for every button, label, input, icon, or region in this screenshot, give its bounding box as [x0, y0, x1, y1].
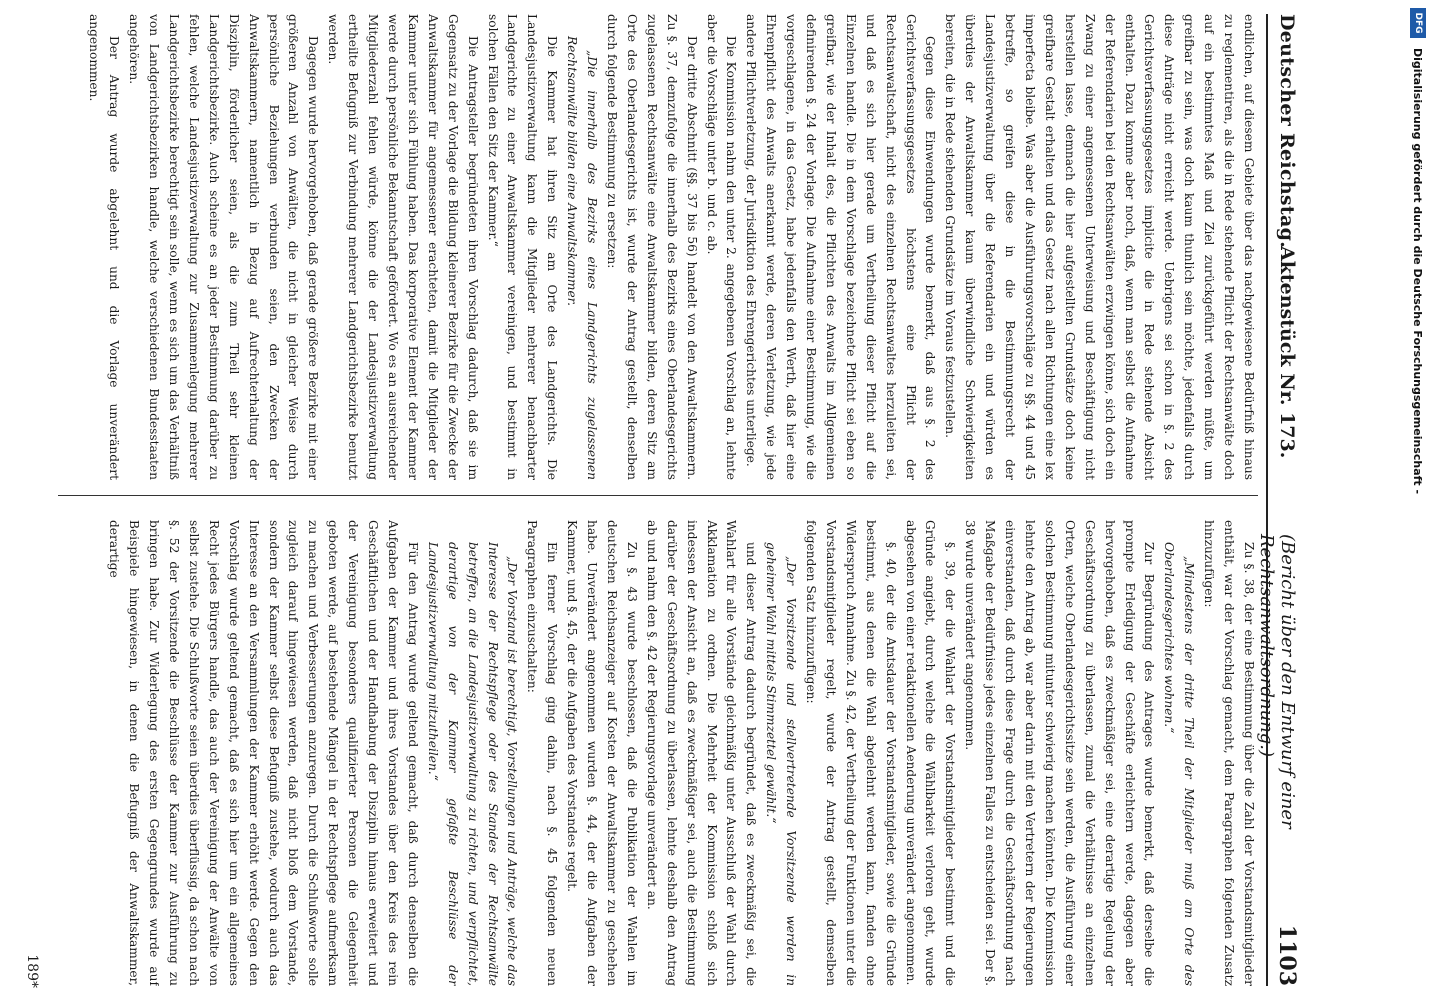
dfg-logo: DFG: [1410, 8, 1426, 38]
digitization-credit: [1398, 8, 1432, 993]
paragraph: Der Antrag wurde abgelehnt und die Vorlage unverändert angenommen.: [87, 14, 122, 480]
paragraph: endlichen, auf diesem Gebiete über das nachgewiesene Bedürfniß hinaus zu reglementiren, als die in Rede stehende Pflicht der Rechtsanwälte doch auf ein bestimmtes Maß und Ziel zurückgeführt werden müßte, um greifbar zu sein, was doch kaum thunlich sein möchte, jedenfalls durch diese Anträge nicht erreicht werde. Uebrigens sei schon in §. 2 des Gerichtsverfassungsgesetzes implicite die in Rede stehende Absicht enthalten. Dazu komme aber noch, daß, wenn man selbst die Aufnahme der Referendarien bei den Rechtsanwälten erzwingen könne, sich doch ein Zwang zu einer angemessenen Unterweisung und Beschäftigung nicht herstellen lasse, demnach die hier aufgestellten Grundsätze doch keine greifbare Gestalt erhalten und das Gesetz nach allen Richtungen eine lex imperfecta bleibe. Was aber die Ausführungsvorschläge zu §§. 44 und 45 betreffe, so greifen diese in die Bestimmungsrecht der Landesjustizverwaltung über die Referendarien ein und würden es überdies der Anwaltskammer kaum überwindliche Schwierigkeiten bereiten, die in Rede stehenden Grundsätze im Voraus festzustellen.: [943, 14, 1256, 480]
paragraph: und dieser Antrag dadurch begründet, daß es zweckmäßig sei, die Wahlart für alle Vorstände gleichmäßig unter Ausschluß der Wahl durch Akklamation zu ordnen. Die Mehrheit der Kommission schloß sich indessen der Ansicht an, daß es zweckmäßiger sei, auch die Bestimmung darüber der Geschäftsordnung zu überlassen, lehnte deshalb den Antrag ab und nahm den §. 42 der Regierungsvorlage unverändert an.: [644, 520, 759, 986]
page-number: 1103: [1274, 924, 1300, 986]
paragraph: §. 39, der die Wahlart der Vorstandsmitglieder bestimmt und die Gründe angiebt, durch welche die Wählbarkeit verloren geht, wurde abgesehen von einer redaktionellen Aenderung unverändert angenommen.: [903, 520, 958, 986]
paragraph: „Der Vorstand ist berechtigt, Vorstellungen und Anträge, welche das Interesse der Rechtspflege oder des Standes der Rechtsanwälte betreffen, an die Landesjustizverwaltung zu richten, und verpflichtet, derartige von der Kammer gefaßte Beschlüsse der Landesjustizverwaltung mitzutheilen.“: [425, 542, 520, 986]
page-marker: 189*: [24, 954, 40, 988]
paragraph: Gegen diese Einwendungen wurde bemerkt, daß aus §. 2 des Gerichtsverfassungsgesetzes höchstens eine Pflicht der Rechtsanwaltschaft, nicht des einzelnen Rechtsanwaltes herzuleiten sei, und daß es sich hier gerade um Vertheilung dieser Pflicht auf die Einzelnen handle. Die in dem Vorschlage bezeichnete Pflicht sei eben so greifbar, wie der Inhalt des, die Pflichten des Anwalts im Allgemeinen definirenden §. 24 der Vorlage. Die Aufnahme einer Bestimmung, wie die vorgeschlagene, in das Gesetz, habe jedenfalls den Werth, daß hier eine Ehrenpflicht des Anwalts anerkannt werde, deren Verletzung, wie jede andere Pflichtverletzung, der Jurisdiktion des Ehrengerichtes unterliege.: [744, 14, 938, 480]
paragraph: Zur Begründung des Antrages wurde bemerkt, daß derselbe die prompte Erledigung der Geschäfte erleichtern werde, dagegen aber hervorgehoben, daß es zweckmäßiger sei, eine derartige Regelung der Geschäftsordnung zu überlassen, zumal die Verhältnisse an einzelnen Orten, welche Oberlandesgerichtssitze sein werden, die Ausführung einer solchen Bestimmung mitunter schwierig machen könnten. Die Kommission lehnte den Antrag ab, war aber darin mit den Vertretern der Regierungen einverstanden, daß durch diese Frage durch die Geschäftsordnung nach Maßgabe der Bedürfnisse jedes einzelnen Falles zu entscheiden sei. Der §. 38 wurde unverändert angenommen.: [963, 520, 1157, 986]
paragraph: §. 40, der die Amtsdauer der Vorstandsmitglieder, sowie die Gründe bestimmt, aus denen die Wahl abgelehnt werden kann, fanden ohne Widerspruch Annahme. Zu §. 42, der Vertheilung der Funktionen unter die Vorstandsmitglieder regelt, wurde der Antrag gestellt, demselben folgenden Satz hinzuzufügen:: [804, 520, 898, 986]
left-column: [46, 14, 1258, 480]
column-divider: [58, 495, 1258, 496]
paragraph: Ein ferner Vorschlag ging dahin, nach §. 45 folgenden neuen Paragraphen einzuschalten:: [525, 520, 560, 986]
paragraph: Die Kommission nahm den unter 2. angegebenen Vorschlag an, lehnte aber die Vorschläge unter b. und c. ab.: [704, 14, 739, 480]
page-header: [1256, 14, 1302, 986]
paragraph: „Die innerhalb des Bezirks eines Landgerichts zugelassenen Rechtsanwälte bilden eine Anwaltskammer.: [565, 36, 600, 480]
header-right: (Bericht über den Entwurf einer Rechtsanwaltsordnung.): [1256, 534, 1298, 829]
paragraph: „Mindestens der dritte Theil der Mitglieder muß am Orte des Oberlandesgerichtes wohnen.“: [1162, 542, 1197, 986]
header-left: Deutscher Reichstag.: [1276, 14, 1298, 249]
credit-text: Digitalisierung gefördert durch die Deutsche Forschungsgemeinschaft -: [1411, 48, 1424, 495]
paragraph: Dagegen wurde hervorgehoben, daß gerade größere Bezirke mit einer größeren Anzahl von Anwälten, die nicht in gleicher Weise durch persönliche Beziehungen verbunden seien, den Zwecken der Anwaltskammern, namentlich in Bezug auf Aufrechterhaltung der Disziplin, förderlicher seien, als die zum Theil sehr kleinen Landgerichtsbezirke. Auch scheine es an jeder Bestimmung darüber zu fehlen, welche Landesjustizverwaltung zur Zusammenlegung mehrerer Landgerichtsbezirke berechtigt sein solle, wenn es sich um das Verhältniß von Landgerichtsbezirken handle, welche verschiedenen Bundesstaaten angehören.: [127, 14, 321, 480]
credit-inner: [1398, 8, 1432, 993]
paragraph: Zu §. 38, der eine Bestimmung über die Zahl der Vorstandsmitglieder enthält, war der Vorschlag gemacht, dem Paragraphen folgenden Zusatz hinzuzufügen:: [1202, 520, 1256, 986]
paragraph: Die Kammer hat ihren Sitz am Orte des Landgerichts. Die Landesjustizverwaltung kann die Mitglieder mehrerer benachbarter Landgerichte zu einer Anwaltskammer vereinigen, und bestimmt in solchen Fällen den Sitz der Kammer.“: [485, 14, 560, 480]
paragraph: „Der Vorsitzende und stellvertretende Vorsitzende werden in geheimer Wahl mittels Stimmzettel gewählt.“: [764, 542, 799, 986]
paragraph: Die Antragsteller begründeten ihren Vorschlag dadurch, daß sie im Gegensatz zu der Vorlage die Bildung kleinerer Bezirke für die Zwecke der Anwaltskammer für angemessener erachteten, damit die Mitglieder der Kammer unter sich Fühlung haben. Das korporative Element der Kammer werde durch persönliche Bekanntschaft gefördert. Wo es an ausreichender Mitgliederzahl fehlen würde, könne die der Landesjustizverwaltung ertheilte Befugniß zur Verbindung mehrerer Landgerichtsbezirke benutzt werden.: [326, 14, 480, 480]
paragraph: Zu §. 43 wurde beschlossen, daß die Publikation der Wahlen im deutschen Reichsanzeiger auf Kosten der Anwaltskammer zu geschehen habe. Unverändert angenommen wurden §. 44, der die Aufgaben der Kammer, und §. 45, der die Aufgaben des Vorstandes regelt.: [565, 520, 639, 986]
header-center: Aktenstück Nr. 173.: [1276, 246, 1298, 459]
right-column: [46, 520, 1258, 986]
paragraph: Der dritte Abschnitt (§§. 37 bis 56) handelt von den Anwaltskammern. Zu §. 37, demzufolge die innerhalb des Bezirks eines Oberlandesgerichts zugelassenen Rechtsanwälte eine Anwaltskammer bilden, deren Sitz am Orte des Oberlandesgerichts ist, wurde der Antrag gestellt, denselben durch folgende Bestimmung zu ersetzen:: [605, 14, 699, 480]
rotated-page-content: [8, 0, 1318, 1000]
paragraph: Für den Antrag wurde geltend gemacht, daß durch denselben die Aufgaben der Kammer und ihres Vorstandes über den Kreis des rein Geschäftlichen und der Handhabung der Disziplin hinaus erweitert und der Vereinigung besonders qualifizierter Personen die Gelegenheit geboten werde, auf bestehende Mängel in der Rechtspflege aufmerksam zu machen und Verbesserungen anzuregen. Durch die Schlußworte solle zugleich darauf hingewiesen werden, daß nicht bloß dem Vorstande, sondern der Kammer selbst diese Befugniß zustehe, wodurch auch das Interesse an den Versammlungen der Kammer erhöht werde. Gegen den Vorschlag wurde geltend gemacht, daß es sich hier um ein allgemeines Recht jedes Bürgers handle, das auch der Vereinigung der Anwälte von selbst zustehe. Die Schlußworte seien überdies überflüssig, da schon nach §. 52 der Vorsitzende die Beschlüsse der Kammer zur Ausführung zu bringen habe. Zur Widerlegung des ersten Gegengrundes wurde auf Beispiele hingewiesen, in denen die Befugniß der Anwaltskammer, derartige: [107, 520, 420, 986]
